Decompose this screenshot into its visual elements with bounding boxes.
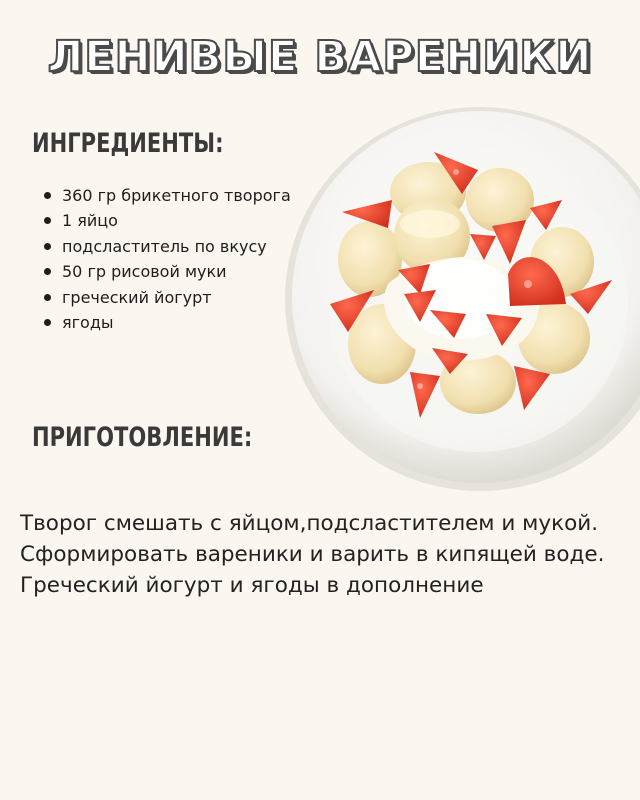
list-item [44,183,291,208]
plate-illustration [270,104,640,494]
ingredients-heading: ИНГРЕДИЕНТЫ: [32,128,224,159]
ingredients-list [44,183,291,335]
list-item [44,285,291,310]
ingredient-text: 1 яйцо [62,211,118,231]
bullet-icon [44,319,51,326]
ingredient-text: ягоды [62,312,114,332]
list-item [44,234,291,259]
list-item [44,310,291,335]
ingredient-text: 50 гр рисовой муки [62,262,227,282]
ingredient-text: греческий йогурт [62,287,212,307]
bullet-icon [44,294,51,301]
preparation-heading: ПРИГОТОВЛЕНИЕ: [32,422,253,453]
bullet-icon [44,268,51,275]
ingredient-text: 360 гр брикетного творога [62,186,291,205]
instruction-line: Греческий йогурт и ягоды в дополнение [20,573,484,598]
ingredient-text: подсластитель по вкусу [62,236,267,256]
dish-photo [270,104,640,494]
list-item [44,259,291,284]
instructions-text [20,508,630,601]
bullet-icon [44,217,51,224]
instruction-line: Творог смешать с яйцом,подсластителем и мукой. [20,511,599,536]
bullet-icon [44,243,51,250]
instruction-line: Сформировать вареники и варить в кипящей воде. [20,542,605,567]
bullet-icon [44,192,51,199]
list-item [44,208,291,233]
recipe-title: ЛЕНИВЫЕ ВАРЕНИКИ [47,32,593,82]
